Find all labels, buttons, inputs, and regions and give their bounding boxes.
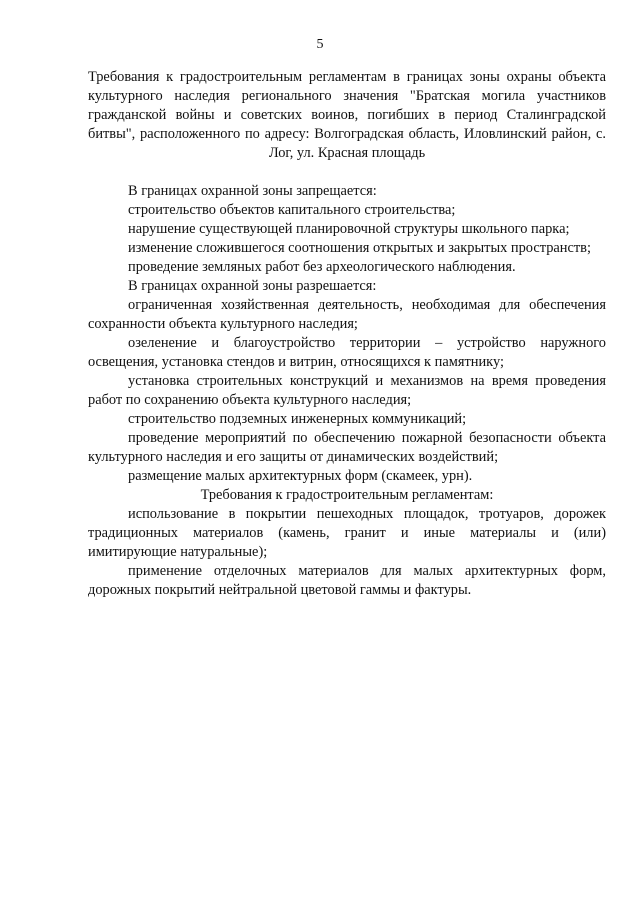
paragraph-item: установка строительных конструкций и механизмов на время проведения работ по сохранению объекта культурного наследия;: [88, 373, 606, 408]
paragraph-item: проведение земляных работ без археологического наблюдения.: [128, 259, 516, 275]
document-body: [88, 68, 606, 600]
paragraph-item: строительство подземных инженерных коммуникаций;: [128, 411, 467, 427]
paragraph-requirements-heading: Требования к градостроительным регламентам:: [200, 487, 494, 503]
paragraph-item: использование в покрытии пешеходных площадок, тротуаров, дорожек традиционных материалов (камень, гранит и иные материалы и (или) имитирующие натуральные);: [88, 506, 606, 560]
paragraph-item: применение отделочных материалов для малых архитектурных форм, дорожных покрытий нейтральной цветовой гаммы и фактуры.: [88, 563, 606, 598]
paragraph-item: ограниченная хозяйственная деятельность, необходимая для обеспечения сохранности объекта культурного наследия;: [88, 297, 606, 332]
paragraph-prohibited-heading: В границах охранной зоны запрещается:: [128, 183, 377, 199]
paragraph-item: размещение малых архитектурных форм (скамеек, урн).: [128, 468, 473, 484]
paragraph-item: изменение сложившегося соотношения открытых и закрытых пространств;: [128, 240, 591, 256]
paragraph-item: озеленение и благоустройство территории – устройство наружного освещения, установка стендов и витрин, относящихся к памятнику;: [88, 335, 606, 370]
paragraph-item: строительство объектов капитального строительства;: [128, 202, 456, 218]
document-title: Требования к градостроительным регламентам в границах зоны охраны объекта культурного наследия регионального значения "Братская могила участников гражданской войны и советских воинов, погибших в период Сталинградской битвы", расположенного по адресу: Волгоградская область, Иловлинский район, с. Лог, ул. Красная площадь: [88, 69, 606, 161]
paragraph-item: проведение мероприятий по обеспечению пожарной безопасности объекта культурного наследия и его защиты от динамических воздействий;: [88, 430, 606, 465]
paragraph-permitted-heading: В границах охранной зоны разрешается:: [128, 278, 377, 294]
page-number: 5: [316, 37, 324, 52]
paragraph-item: нарушение существующей планировочной структуры школьного парка;: [128, 221, 570, 237]
